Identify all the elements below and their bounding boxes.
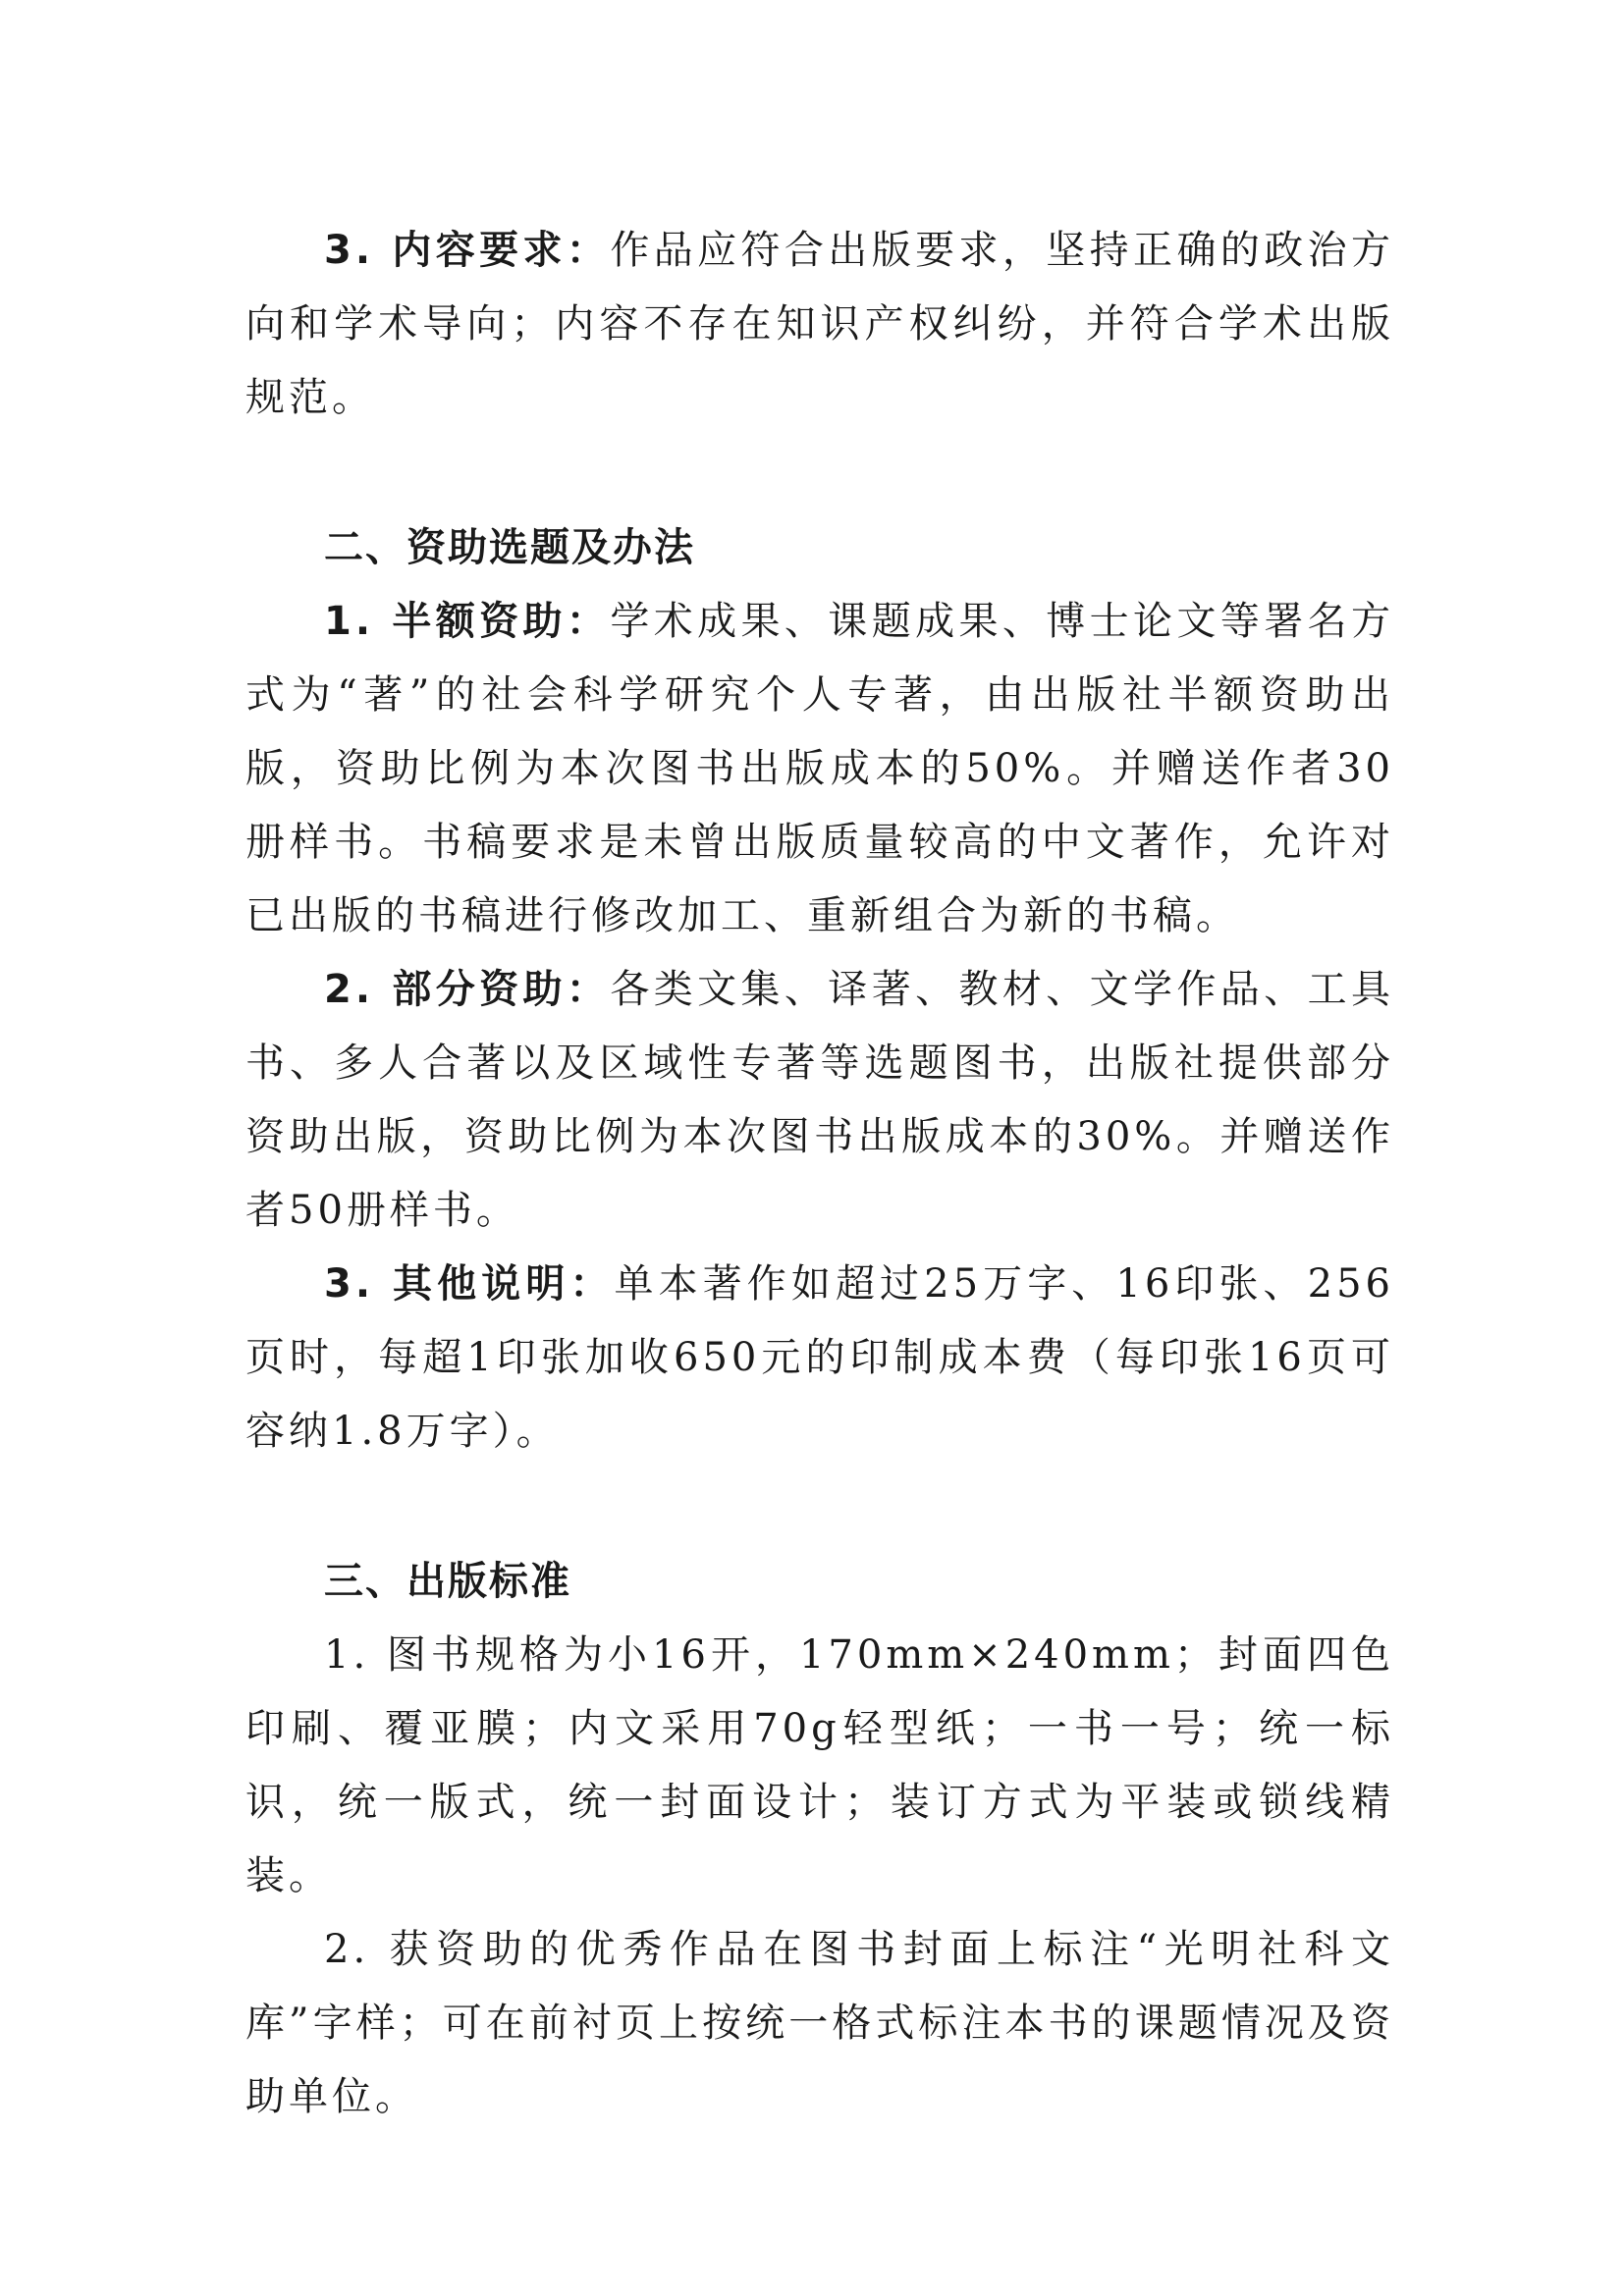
section-heading-standards: 三、出版标准 — [324, 1559, 571, 1604]
cover-label-paragraph: 2. 获资助的优秀作品在图书封面上标注“光明社科文库”字样；可在前衬页上按统一格式标注本书的课题情况及资助单位。 — [245, 1927, 1394, 2119]
content-requirement-paragraph — [245, 214, 1394, 435]
book-spec-paragraph: 1. 图书规格为小16开，170mm×240mm；封面四色印刷、覆亚膜；内文采用70g轻型纸；一书一号；统一标识，统一版式，统一封面设计；装订方式为平装或锁线精装。 — [245, 1632, 1394, 1898]
paragraph-text: 作品应符合出版要求，坚持正确的政治方向和学术导向；内容不存在知识产权纠纷，并符合学术出版规范。 — [245, 228, 1395, 420]
paragraph-lead: 2. 部分资助： — [324, 967, 611, 1012]
partial-funding-paragraph — [245, 953, 1394, 1248]
other-notes-paragraph — [245, 1248, 1394, 1468]
document-page — [245, 214, 1394, 2134]
half-funding-paragraph — [245, 585, 1394, 953]
paragraph-text: 学术成果、课题成果、博士论文等署名方式为“著”的社会科学研究个人专著，由出版社半额资助出版，资助比例为本次图书出版成本的50%。并赠送作者30册样书。书稿要求是未曾出版质量较高的中文著作，允许对已出版的书稿进行修改加工、重新组合为新的书稿。 — [245, 599, 1395, 938]
section-gap — [245, 435, 1394, 511]
paragraph-text: 各类文集、译著、教材、文学作品、工具书、多人合著以及区域性专著等选题图书，出版社提供部分资助出版，资助比例为本次图书出版成本的30%。并赠送作者50册样书。 — [245, 967, 1395, 1233]
paragraph-lead: 1. 半额资助： — [324, 599, 611, 644]
paragraph-lead: 3. 其他说明： — [324, 1261, 615, 1307]
paragraph-text: 单本著作如超过25万字、16印张、256页时，每超1印张加收650元的印制成本费（每印张16页可容纳1.8万字）。 — [245, 1261, 1394, 1454]
section-gap — [245, 1468, 1394, 1545]
section-heading-funding: 二、资助选题及办法 — [324, 525, 695, 570]
paragraph-lead: 3. 内容要求： — [324, 228, 611, 273]
